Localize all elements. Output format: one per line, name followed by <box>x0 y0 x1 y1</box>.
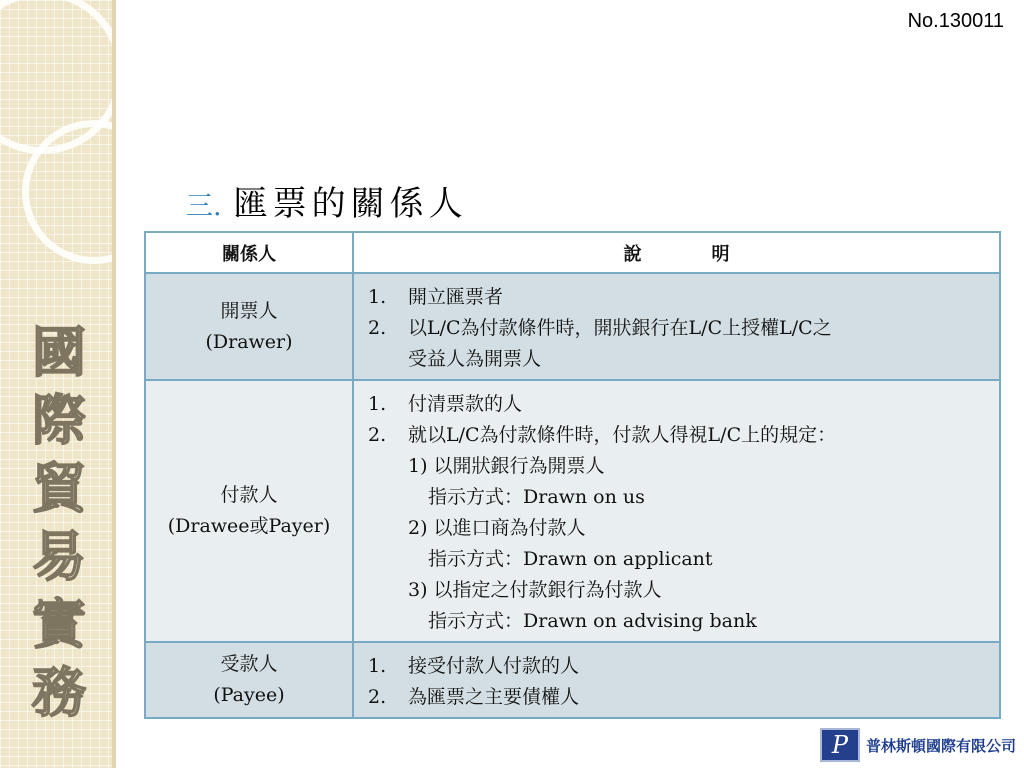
item-number: 2. <box>368 317 387 339</box>
company-logo <box>820 728 860 762</box>
document-number: No.130011 <box>907 10 1004 32</box>
item-text: 就以L/C為付款條件時，付款人得視L/C上的規定： <box>408 424 837 446</box>
page-title <box>186 176 468 225</box>
list-item-continuation <box>368 344 989 375</box>
header-party: 關係人 <box>145 232 353 273</box>
sidebar-vertical-title <box>26 318 92 726</box>
list-item <box>368 651 989 682</box>
item-text: 接受付款人付款的人 <box>408 655 580 677</box>
table-row <box>145 380 1000 642</box>
sidebar-title-char: 國 <box>32 320 86 384</box>
sub-item-detail <box>368 482 989 513</box>
sidebar-edge <box>112 0 116 768</box>
item-text: 2) 以進口商為付款人 <box>408 517 586 539</box>
table-header-row <box>145 232 1000 273</box>
list-item <box>368 420 989 451</box>
sidebar-decoration <box>0 0 116 768</box>
sidebar-title-char: 易 <box>32 524 86 588</box>
sidebar-title-char: 實 <box>32 592 86 656</box>
list-item <box>368 389 989 420</box>
company-footer <box>820 728 1016 762</box>
header-desc-char: 說 <box>623 243 642 265</box>
party-english: (Payee) <box>213 684 285 706</box>
list-item <box>368 313 989 344</box>
party-english: (Drawee或Payer) <box>167 515 331 537</box>
item-text: 受益人為開票人 <box>408 348 542 370</box>
table-row <box>145 642 1000 718</box>
sidebar-title-char: 際 <box>32 388 86 452</box>
table-row <box>145 273 1000 380</box>
party-cell <box>145 642 353 718</box>
description-cell <box>353 642 1000 718</box>
sidebar-title-char: 貿 <box>32 456 86 520</box>
sidebar-title-char: 務 <box>32 660 86 724</box>
party-name: 開票人 <box>220 299 278 322</box>
sub-item <box>368 451 989 482</box>
item-text: 付清票款的人 <box>408 393 523 415</box>
item-text: 指示方式：Drawn on us <box>428 486 645 508</box>
party-cell <box>145 273 353 380</box>
relationship-table <box>144 231 1001 719</box>
item-text: 指示方式：Drawn on advising bank <box>428 610 757 632</box>
header-desc-char: 明 <box>711 243 730 265</box>
logo-letter: P <box>831 731 849 759</box>
company-name: 普林斯頓國際有限公司 <box>865 736 1016 755</box>
sub-item-detail <box>368 544 989 575</box>
list-item <box>368 682 989 713</box>
item-text: 3) 以指定之付款銀行為付款人 <box>408 579 662 601</box>
party-cell <box>145 380 353 642</box>
item-text: 指示方式：Drawn on applicant <box>428 548 713 570</box>
item-text: 為匯票之主要債權人 <box>408 686 580 708</box>
item-number: 1. <box>368 286 387 308</box>
section-title: 匯票的關係人 <box>233 184 468 224</box>
list-item <box>368 282 989 313</box>
item-number: 1. <box>368 393 387 415</box>
item-number: 2. <box>368 686 387 708</box>
description-cell <box>353 380 1000 642</box>
header-description <box>353 232 1000 273</box>
item-text: 以L/C為付款條件時，開狀銀行在L/C上授權L/C之 <box>408 317 832 339</box>
party-name: 受款人 <box>220 653 278 675</box>
party-english: (Drawer) <box>205 330 293 353</box>
party-name: 付款人 <box>220 484 278 506</box>
section-number: 三. <box>186 191 222 222</box>
item-text: 開立匯票者 <box>408 286 504 308</box>
sub-item <box>368 575 989 606</box>
item-number: 1. <box>368 655 387 677</box>
sub-item <box>368 513 989 544</box>
sub-item-detail <box>368 606 989 637</box>
description-cell <box>353 273 1000 380</box>
item-text: 1) 以開狀銀行為開票人 <box>408 455 605 477</box>
item-number: 2. <box>368 424 387 446</box>
